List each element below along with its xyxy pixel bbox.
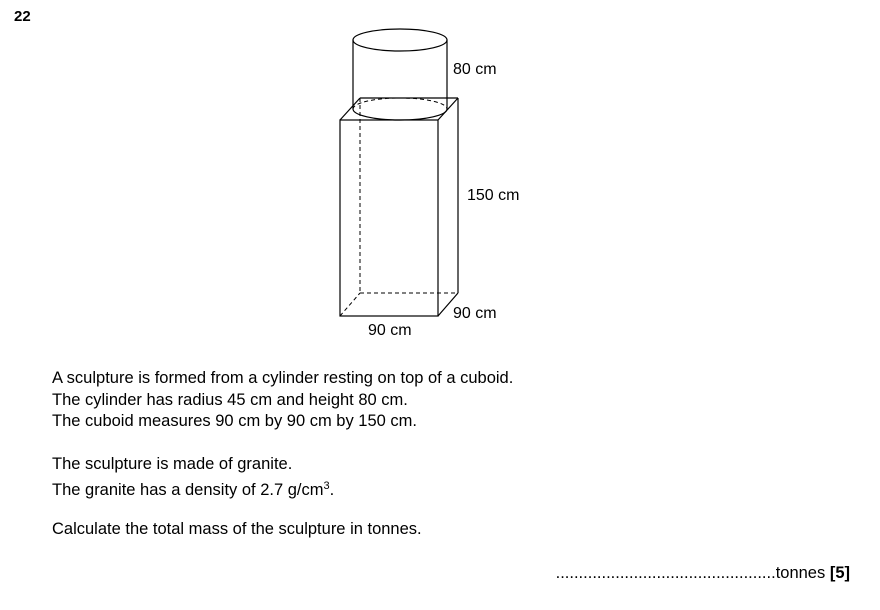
cuboid-depth-label: 90 cm — [453, 305, 497, 322]
task-paragraph — [52, 519, 422, 541]
marks-label: [5] — [829, 564, 850, 582]
answer-dots[interactable]: ................................................ — [555, 564, 776, 582]
cuboid-height-label: 150 cm — [467, 187, 520, 204]
density-exponent: 3 — [323, 479, 330, 492]
cuboid-hidden-edge — [340, 293, 360, 316]
density-line — [52, 476, 334, 502]
question-number: 22 — [14, 8, 31, 25]
cuboid-front-face — [340, 120, 438, 316]
answer-line — [556, 564, 850, 583]
cuboid-width-label: 90 cm — [368, 322, 412, 339]
cylinder-height-label: 80 cm — [453, 61, 497, 78]
cuboid-top-edge — [340, 98, 360, 120]
intro-paragraph — [52, 368, 513, 433]
material-line: The sculpture is made of granite. — [52, 455, 293, 473]
intro-line: A sculpture is formed from a cylinder resting on top of a cuboid. — [52, 369, 514, 387]
intro-line: The cuboid measures 90 cm by 90 cm by 150 cm. — [52, 412, 417, 430]
material-paragraph — [52, 454, 334, 501]
task-line: Calculate the total mass of the sculpture in tonnes. — [52, 520, 422, 538]
cylinder-base-visible — [353, 109, 447, 120]
cylinder-top — [353, 29, 447, 51]
answer-unit: tonnes — [775, 564, 826, 582]
density-period: . — [329, 480, 335, 499]
cuboid-top-edge — [438, 98, 458, 120]
intro-line: The cylinder has radius 45 cm and height 80 cm. — [52, 390, 408, 409]
cylinder-base-hidden — [353, 98, 447, 109]
density-text: The granite has a density of 2.7 g/cm — [52, 480, 324, 499]
